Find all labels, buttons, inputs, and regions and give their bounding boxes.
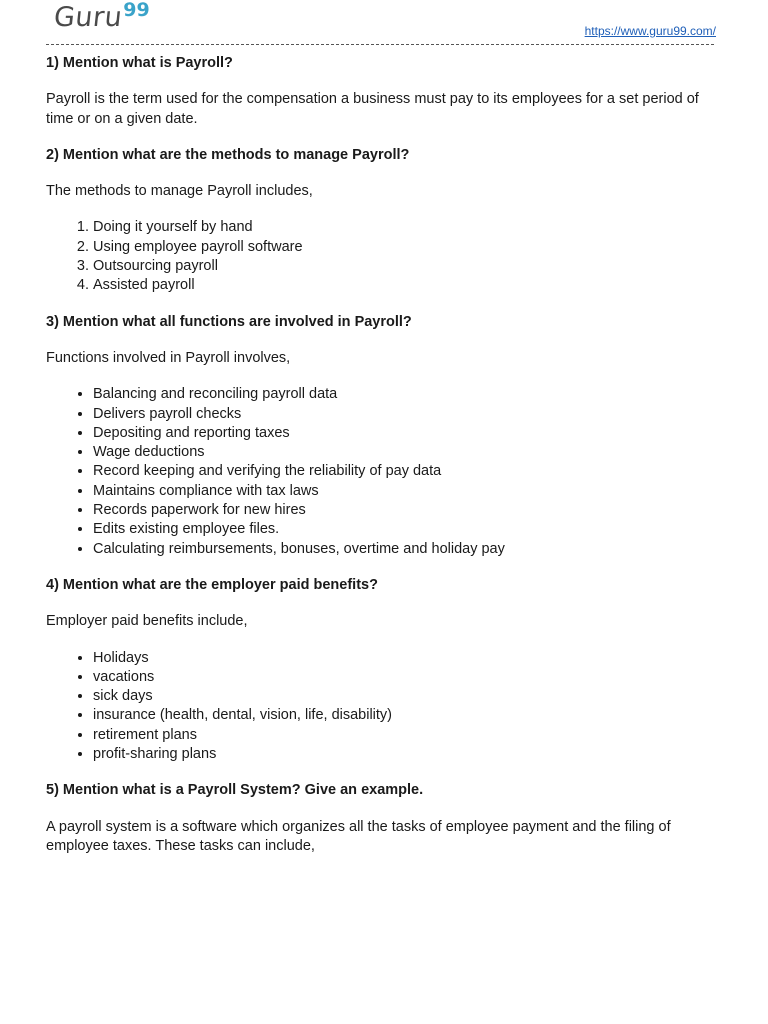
logo-number: 99 [123, 0, 150, 21]
list-item: • Delivers payroll checks [93, 405, 716, 424]
list-item: • insurance (health, dental, vision, life, disability) [93, 706, 716, 725]
list-item: 2. Using employee payroll software [93, 238, 716, 257]
answer-2-intro: The methods to manage Payroll includes, [46, 183, 313, 200]
list-item: 1. Doing it yourself by hand [93, 218, 716, 237]
answer-4-intro: Employer paid benefits include, [46, 613, 248, 630]
list-item: 4. Assisted payroll [93, 276, 716, 295]
question-5-heading: 5) Mention what is a Payroll System? Give an example. [46, 782, 424, 799]
question-3-heading: 3) Mention what all functions are involved in Payroll? [46, 313, 412, 330]
functions-list [46, 385, 716, 559]
methods-list [46, 218, 716, 295]
list-item: • Calculating reimbursements, bonuses, overtime and holiday pay [93, 540, 716, 559]
list-item: • Record keeping and verifying the reliability of pay data [93, 462, 716, 481]
list-item: • Depositing and reporting taxes [93, 424, 716, 443]
list-item: • vacations [93, 668, 716, 687]
answer-5-text: A payroll system is a software which organizes all the tasks of employee payment and the filing of employee taxes. These tasks can include, [46, 818, 671, 854]
list-item: • Edits existing employee files. [93, 520, 716, 539]
list-item: • profit-sharing plans [93, 745, 716, 764]
list-item: • retirement plans [93, 726, 716, 745]
answer-1-text: Payroll is the term used for the compensation a business must pay to its employees for a set period of time or on a given date. [46, 91, 699, 127]
site-url-link[interactable]: https://www.guru99.com/ [584, 24, 716, 38]
question-1-heading: 1) Mention what is Payroll? [46, 55, 233, 71]
list-item: • Records paperwork for new hires [93, 501, 716, 520]
list-item: • Holidays [93, 649, 716, 668]
question-4-heading: 4) Mention what are the employer paid benefits? [46, 576, 378, 593]
question-2-heading: 2) Mention what are the methods to manage Payroll? [46, 146, 410, 163]
list-item: • Wage deductions [93, 443, 716, 462]
logo-text: Guru [52, 2, 124, 33]
list-item: • Maintains compliance with tax laws [93, 482, 716, 501]
benefits-list [46, 649, 716, 765]
list-item: • sick days [93, 687, 716, 706]
header-divider [46, 44, 714, 45]
list-item: • Balancing and reconciling payroll data [93, 385, 716, 404]
list-item: 3. Outsourcing payroll [93, 257, 716, 276]
page-header [0, 0, 768, 52]
document-body [46, 54, 716, 856]
answer-3-intro: Functions involved in Payroll involves, [46, 349, 291, 366]
guru99-logo[interactable] [54, 2, 150, 38]
